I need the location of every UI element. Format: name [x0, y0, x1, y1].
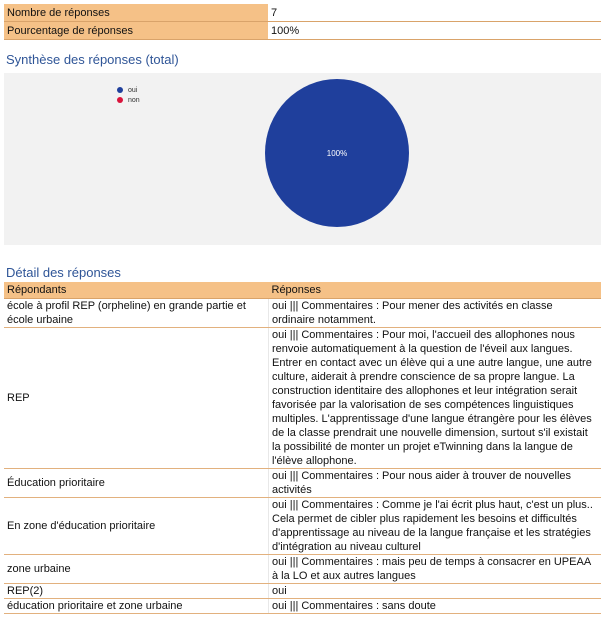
- respondent-cell: zone urbaine: [4, 555, 269, 584]
- response-cell: oui ||| Commentaires : sans doute: [269, 599, 602, 614]
- summary-label: Nombre de réponses: [4, 4, 268, 22]
- respondent-cell: école à profil REP (orpheline) en grande partie et école urbaine: [4, 299, 269, 328]
- header-respondent: Répondants: [4, 282, 269, 299]
- response-cell: oui ||| Commentaires : Pour mener des activités en classe ordinaire notamment.: [269, 299, 602, 328]
- pie-data-label: 100%: [326, 149, 348, 158]
- pie-chart: [4, 73, 601, 245]
- header-response: Réponses: [269, 282, 602, 299]
- table-row: [4, 498, 601, 555]
- summary-row-count: [4, 4, 601, 22]
- summary-table: [4, 4, 601, 40]
- response-cell: oui ||| Commentaires : Pour moi, l'accueil des allophones nous renvoie automatiquement à la question de l'éveil aux langues. Entrer en contact avec un élève qui a une autre langue, une autre culture, aiderait à prendre conscience de sa propre langue. La construction identitaire des allophones et leur intégration serait favorisée par la valorisation de ses compétences linguistiques multiples. L'apprentissage d'une langue étrangère pour les élèves de la classe prendrait une nouvelle dimension, surtout s'il existait la possibilité de monter un projet eTwinning dans la langue de l'élève allophone.: [269, 328, 602, 469]
- table-row: [4, 328, 601, 469]
- table-row: [4, 469, 601, 498]
- summary-row-percent: [4, 22, 601, 40]
- table-row: [4, 555, 601, 584]
- response-cell: oui ||| Commentaires : mais peu de temps à consacrer en UPEAA à la LO et aux autres langues: [269, 555, 602, 584]
- legend-label-non: non: [128, 96, 140, 104]
- response-cell: oui ||| Commentaires : Comme je l'ai écrit plus haut, c'est un plus.. Cela permet de cibler plus rapidement les besoins et difficultés d'apprentissage au niveau de la langue française et les stratégies d'intégration au niveau culturel: [269, 498, 602, 555]
- table-row: [4, 599, 601, 614]
- summary-label: Pourcentage de réponses: [4, 22, 268, 40]
- chart-panel: [4, 73, 601, 245]
- detail-title: Détail des réponses: [6, 265, 121, 280]
- respondent-cell: Éducation prioritaire: [4, 469, 269, 498]
- respondent-cell: éducation prioritaire et zone urbaine: [4, 599, 269, 614]
- table-row: [4, 299, 601, 328]
- detail-header-row: [4, 282, 601, 299]
- detail-table: [4, 282, 601, 614]
- summary-value: 7: [268, 4, 601, 22]
- respondent-cell: REP: [4, 328, 269, 469]
- response-cell: oui: [269, 584, 602, 599]
- respondent-cell: En zone d'éducation prioritaire: [4, 498, 269, 555]
- respondent-cell: REP(2): [4, 584, 269, 599]
- table-row: [4, 584, 601, 599]
- response-cell: oui ||| Commentaires : Pour nous aider à trouver de nouvelles activités: [269, 469, 602, 498]
- synthese-title: Synthèse des réponses (total): [6, 52, 179, 67]
- summary-value: 100%: [268, 22, 601, 40]
- legend-label-oui: oui: [128, 86, 138, 94]
